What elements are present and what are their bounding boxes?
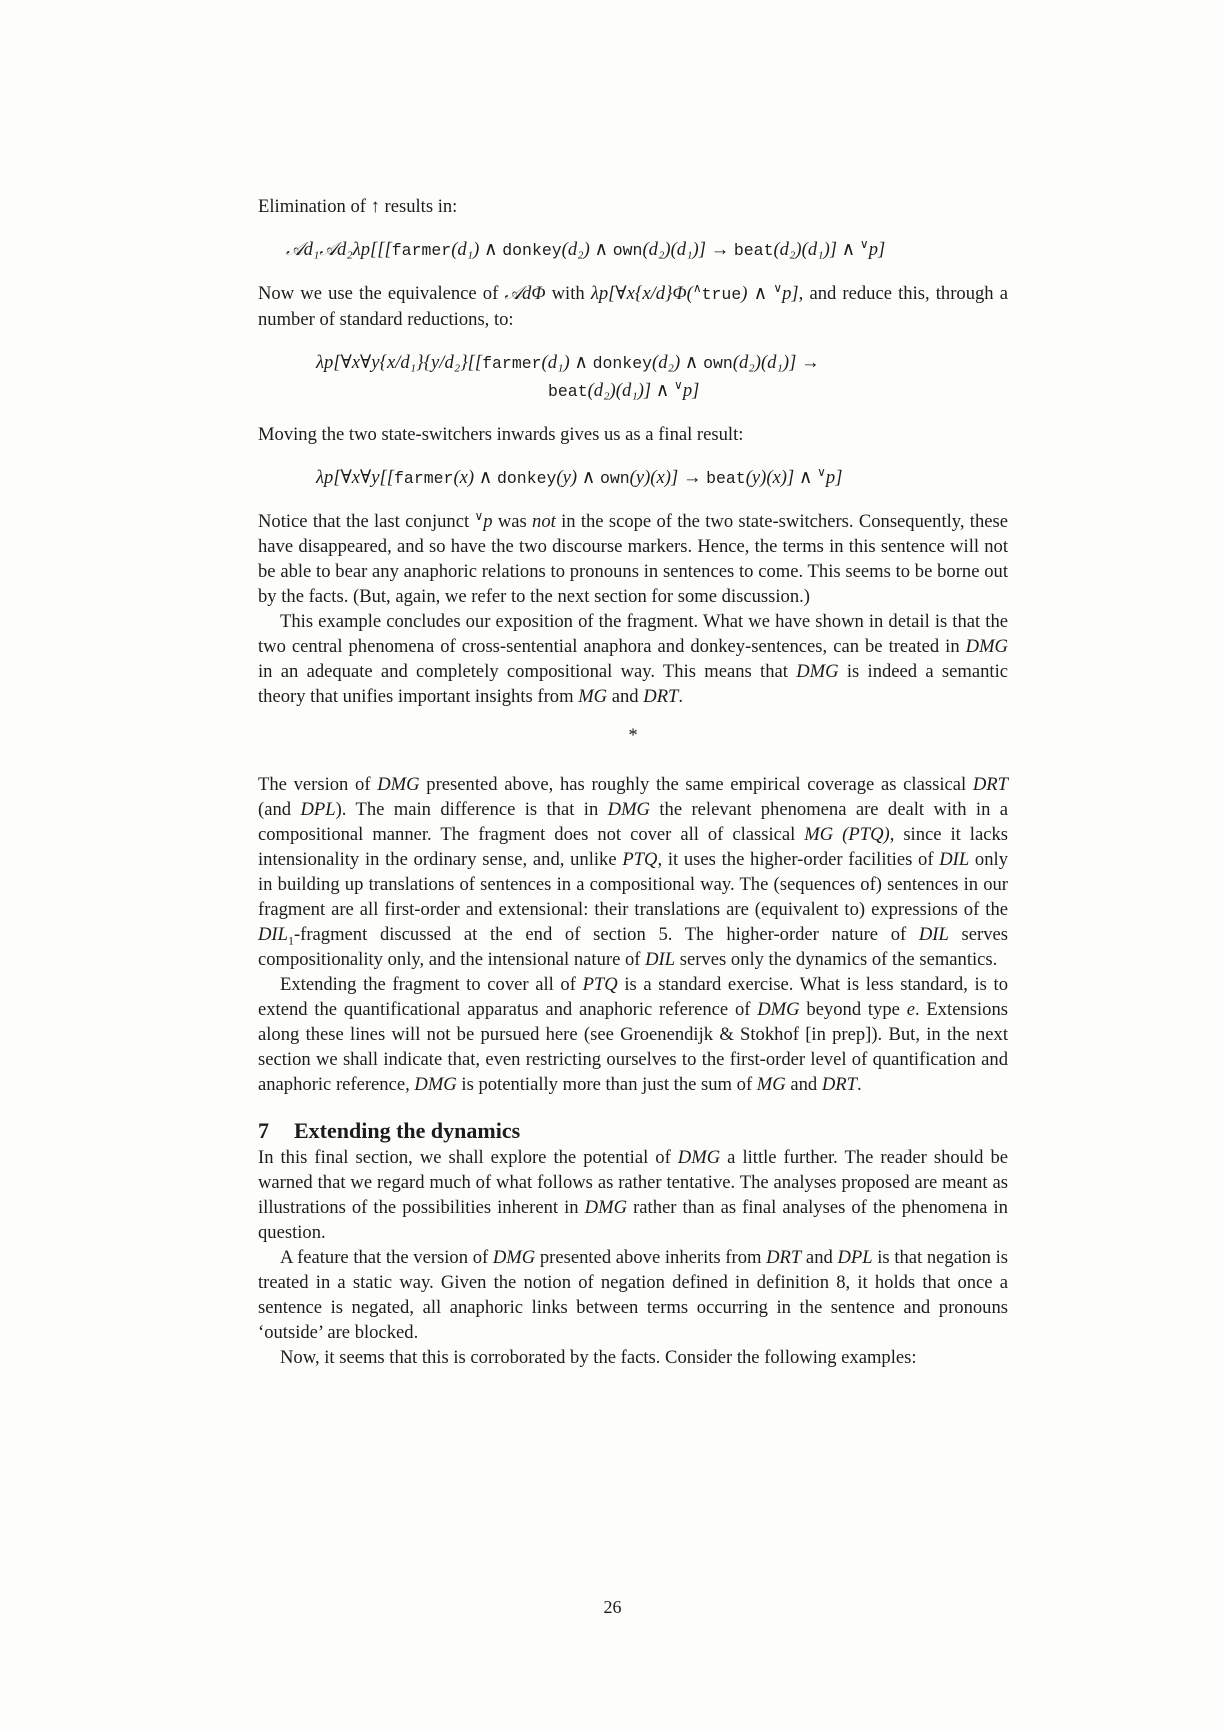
formula-3: λp[∀x∀y[[farmer(x) ∧ donkey(y) ∧ own(y)(x)] → beat(y)(x)] ∧ ∨p] <box>316 464 843 488</box>
paragraph-feature: A feature that the version of DMG presented above inherits from DRT and DPL is that negation is treated in a static way. Given the notion of negation defined in definition 8, it holds that once a sentence is negated, all anaphoric links between terms occurring in the sentence and pronouns ‘outside’ are blocked. <box>258 1247 1008 1343</box>
paragraph-elimination: Elimination of ↑ results in: <box>258 196 458 217</box>
paragraph-equivalence: Now we use the equivalence of 𝒜dΦ with λp[∀x{x/d}Φ(∧true) ∧ ∨p], and reduce this, through a number of standard reductions, to: <box>258 280 1008 330</box>
formula-2-line-2: beat(d₂)(d₁)] ∧ ∨p] <box>548 377 700 401</box>
formula-1: 𝒜d₁𝒜d₂λp[[[farmer(d₁) ∧ donkey(d₂) ∧ own(d₂)(d₁)] → beat(d₂)(d₁)] ∧ ∨p] <box>286 236 886 260</box>
paragraph-final-section: In this final section, we shall explore the potential of DMG a little further. The reader should be warned that we regard much of what follows as rather tentative. The analyses proposed are meant as illustrations of the possibilities inherent in DMG rather than as final analyses of the phenomena in question. <box>258 1147 1009 1243</box>
paragraph-example: This example concludes our exposition of the fragment. What we have shown in detail is that the two central phenomena of cross-sentential anaphora and donkey-sentences, can be treated in DMG in an adequate and completely compositional way. This means that DMG is indeed a semantic theory that unifies important insights from MG and DRT. <box>258 611 1008 707</box>
paragraph-extending: Extending the fragment to cover all of PTQ is a standard exercise. What is less standard, is to extend the quantificational apparatus and anaphoric reference of DMG beyond type e. Extensions along these lines will not be pursued here (see Groenendijk & Stokhof [in prep]). But, in the next section we shall indicate that, even restricting ourselves to the first-order level of quantification and anaphoric reference, DMG is potentially more than just the sum of MG and DRT. <box>258 974 1009 1095</box>
paragraph-notice: Notice that the last conjunct ∨p was not in the scope of the two state-switchers. Consequently, these have disappeared, and so have the two discourse markers. Hence, the terms in this sentence will not be able to bear any anaphoric relations to pronouns in sentences to come. This seems to be borne out by the facts. (But, again, we refer to the next section for some discussion.) <box>258 508 1009 607</box>
page-number: 26 <box>603 1597 622 1617</box>
section-heading: 7 Extending the dynamics <box>258 1118 521 1143</box>
body-text <box>258 194 1008 1370</box>
section-break-asterisk: * <box>628 725 638 746</box>
paragraph-consider: Now, it seems that this is corroborated by the facts. Consider the following examples: <box>280 1347 917 1368</box>
paragraph-moving: Moving the two state-switchers inwards gives us as a final result: <box>258 424 744 445</box>
formula-2-line-1: λp[∀x∀y{x/d₁}{y/d₂}[[farmer(d₁) ∧ donkey(d₂) ∧ own(d₂)(d₁)] → <box>316 352 820 373</box>
paragraph-version: The version of DMG presented above, has roughly the same empirical coverage as classical DRT (and DPL). The main difference is that in DMG the relevant phenomena are dealt with in a compositional manner. The fragment does not cover all of classical MG (PTQ), since it lacks intensionality in the ordinary sense, and, unlike PTQ, it uses the higher-order facilities of DIL only in building up translations of sentences in a compositional way. The (sequences of) sentences in our fragment are all first-order and extensional: their translations are (equivalent to) expressions of the $DIL_1$-fragment discussed at the end of section 5. The higher-order nature of DIL serves compositionality only, and the intensional nature of DIL serves only the dynamics of the semantics. <box>258 774 1009 970</box>
